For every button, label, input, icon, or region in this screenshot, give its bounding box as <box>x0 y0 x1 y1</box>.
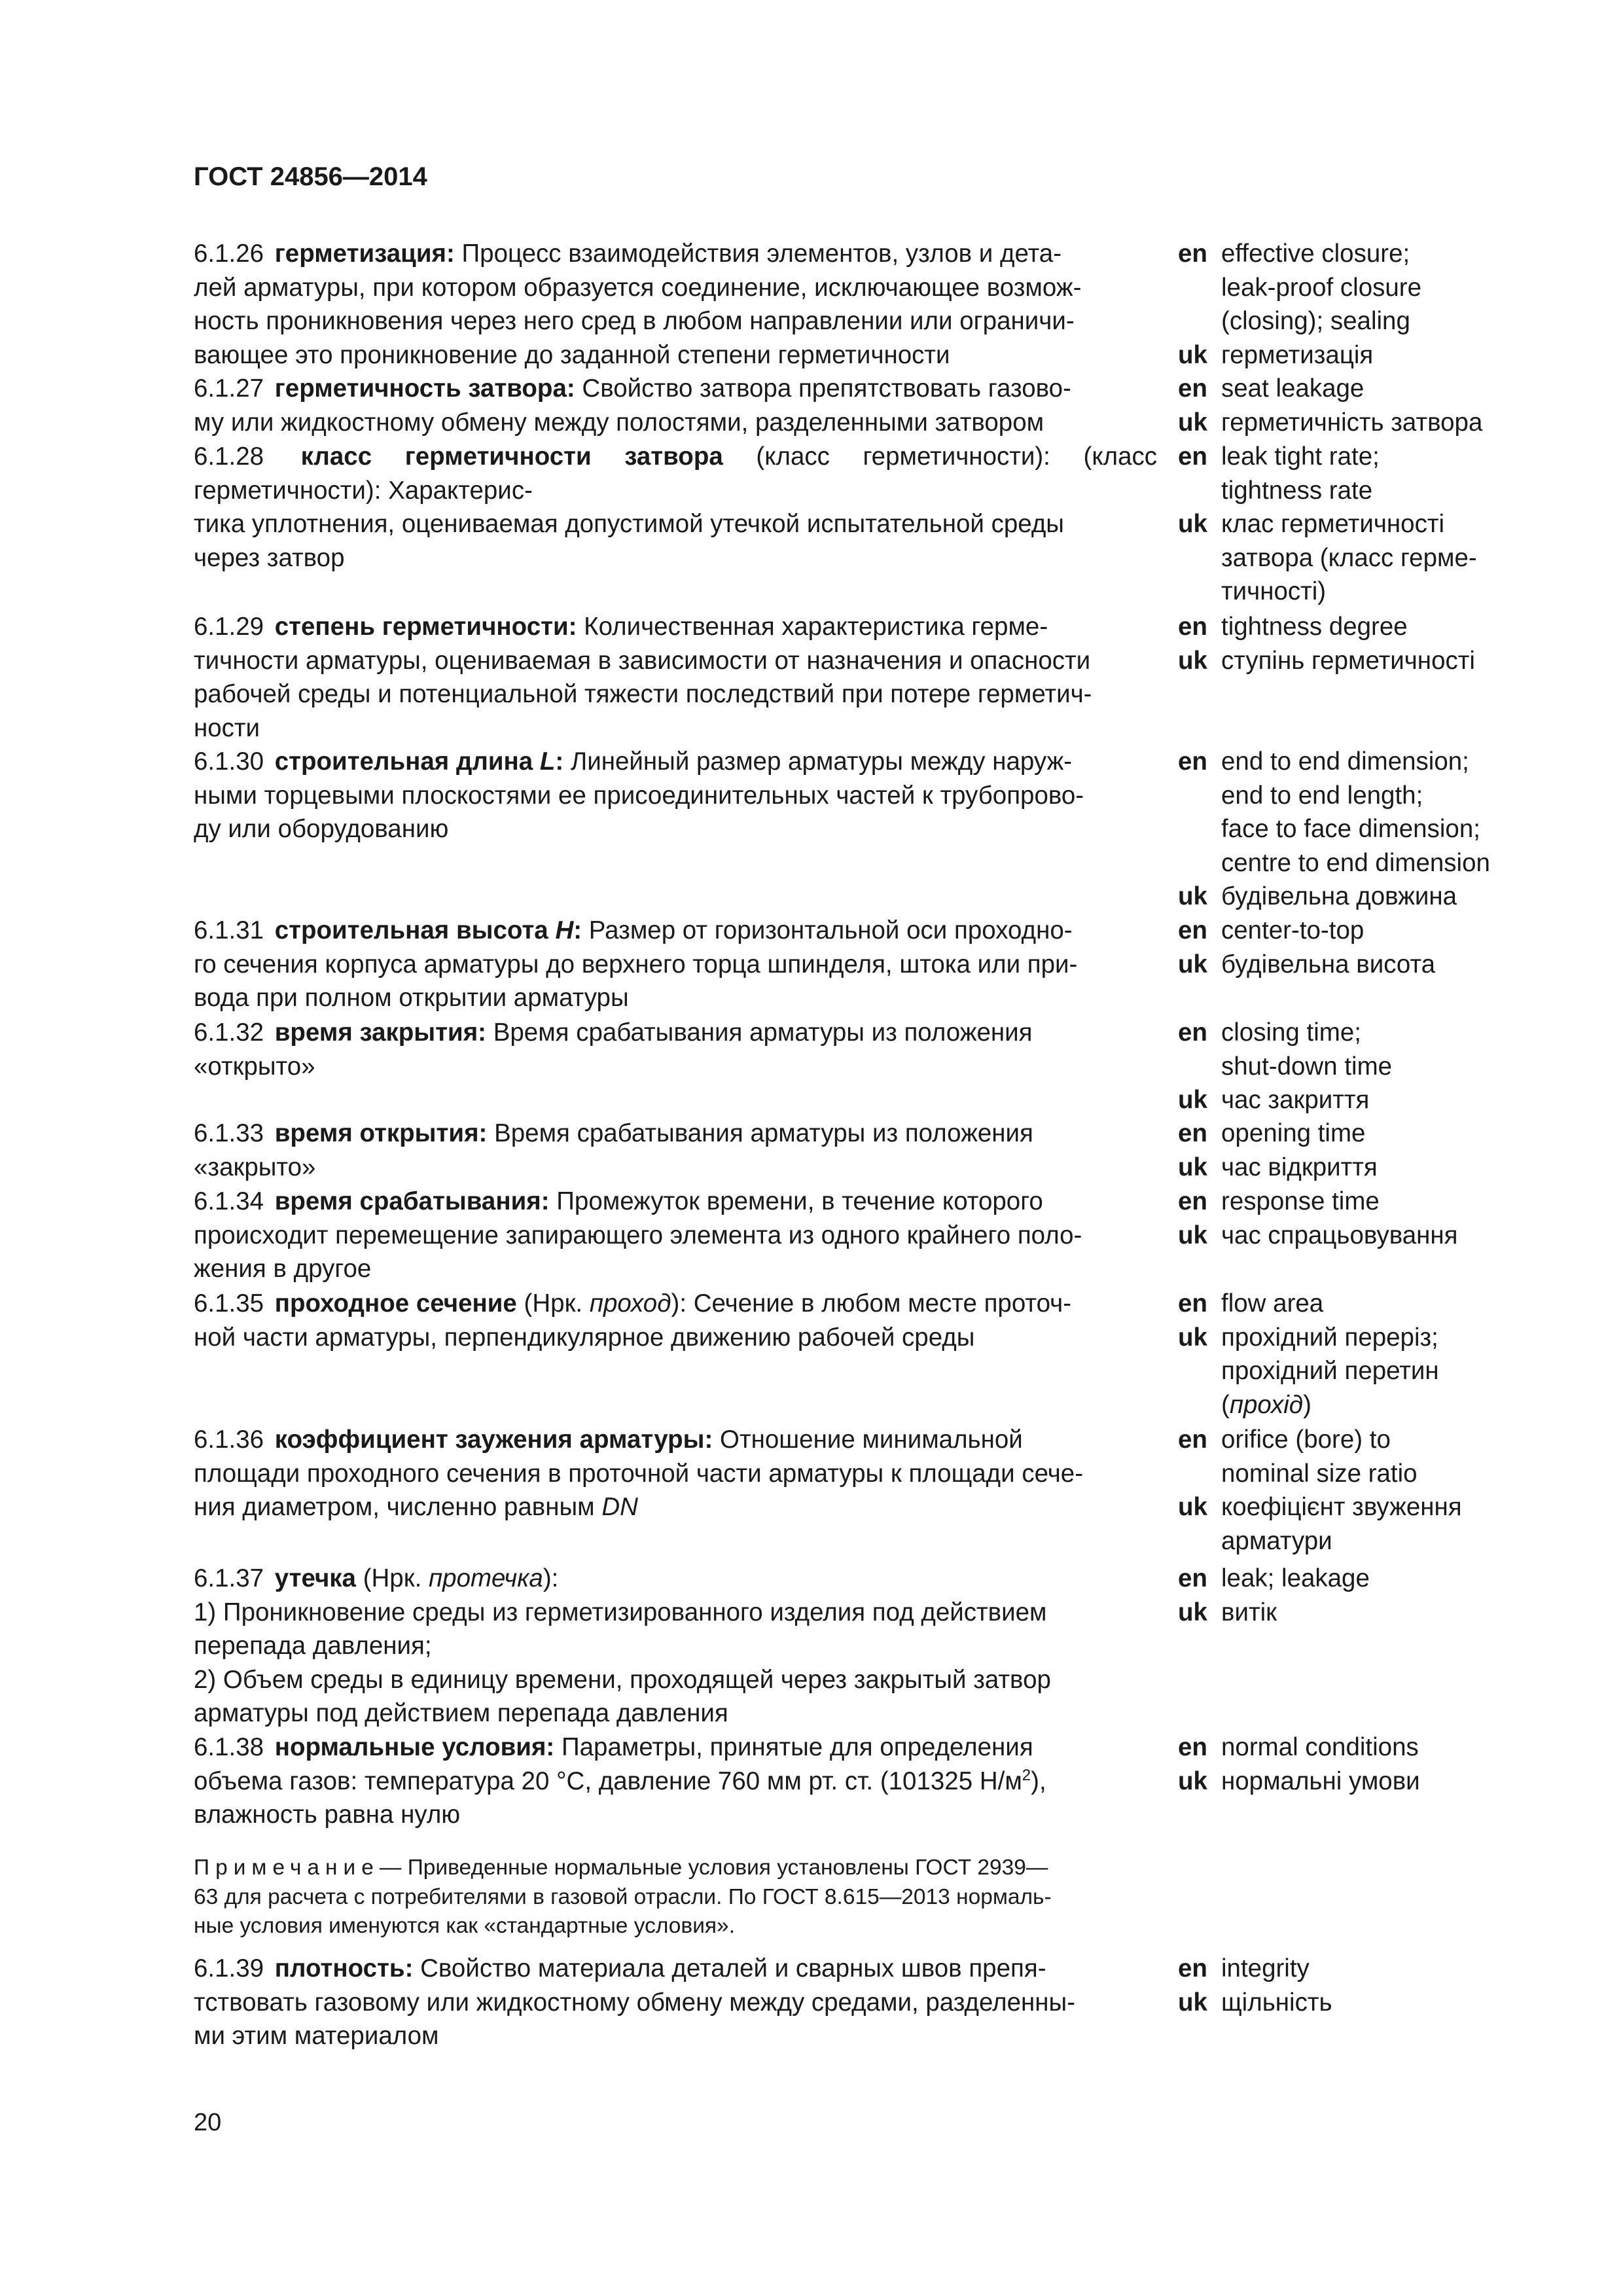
term-name: утечка <box>274 1564 356 1592</box>
term-translations: en leak tight rate; tightness rate uk клас герметичності затвора (класс герме- тичності) <box>1178 442 1477 605</box>
term-definition: 6.1.31 строительная высота H: Размер от горизонтальной оси проходно- го сечения корпуса арматуры до верхнего торца шпинделя, штока или при- вода при полном открытии арматуры <box>194 916 1078 1012</box>
note: Примечание— Приведенные нормальные условия установлены ГОСТ 2939— 63 для расчета с потребителями в газовой отрасли. По ГОСТ 8.615—2013 нормаль- ные условия именуются как «стандартные условия». <box>194 1856 1052 1938</box>
term-translations: en end to end dimension; end to end length; face to face dimension; centre to end dimension uk будівельна довжина <box>1178 747 1490 910</box>
term-name: время открытия: <box>274 1119 488 1147</box>
term-translations: en orifice (bore) to nominal size ratio uk коефіцієнт звуження арматури <box>1178 1426 1462 1555</box>
term-translations: en flow area uk прохідний переріз; прохідний перетин (прохід) <box>1178 1289 1439 1419</box>
term-translations: en center-to-top uk будівельна висота <box>1178 916 1436 978</box>
term-translations: en tightness degree uk ступінь герметичності <box>1178 613 1475 675</box>
term-definition: 6.1.30 строительная длина L: Линейный размер арматуры между наруж- ными торцевыми плоскостями ее присоединительных частей к трубопрово- ду или оборудованию <box>194 747 1084 843</box>
term-number: 6.1.36 <box>194 1426 264 1454</box>
term-translations: en opening time uk час відкриття <box>1178 1119 1378 1181</box>
term-name: степень герметичности: <box>274 613 577 641</box>
term-translations: en effective closure; leak-proof closure (closing); sealing uk герметизація <box>1178 240 1422 369</box>
term-number: 6.1.28 <box>194 442 264 471</box>
term-definition: 6.1.37 утечка (Нрк. протечка): 1) Проникновение среды из герметизированного изделия под действием перепада давления; 2) Объем среды в единицу времени, проходящей через закрытый затвор арматуры под действием перепада давления <box>194 1564 1051 1727</box>
term-name: класс герметичности затвора <box>300 442 723 471</box>
term-number: 6.1.39 <box>194 1954 264 1982</box>
term-definition: 6.1.34 время срабатывания: Промежуток времени, в течение которого происходит перемещение запирающего элемента из одного крайнего поло- жения в другое <box>194 1187 1082 1283</box>
page-header: ГОСТ 24856—2014 <box>194 162 427 191</box>
term-definition: 6.1.33 время открытия: Время срабатывания арматуры из положения «закрыто» <box>194 1119 1033 1181</box>
term-name: герметичность затвора: <box>274 374 575 403</box>
term-definition: 6.1.39 плотность: Свойство материала деталей и сварных швов препя- тствовать газовому или жидкостному обмену между средами, разделенны- ми этим материалом <box>194 1954 1076 2050</box>
term-number: 6.1.37 <box>194 1564 264 1592</box>
term-definition: 6.1.26 герметизация: Процесс взаимодействия элементов, узлов и дета- лей арматуры, при котором образуется соединение, исключающее возмож- ность проникновения через него сред в любом направлении или ограничи- вающее это проникновение до заданной степени герметичности <box>194 240 1082 369</box>
term-number: 6.1.35 <box>194 1289 264 1318</box>
term-definition: 6.1.29 степень герметичности: Количественная характеристика герме- тичности арматуры, оцениваемая в зависимости от назначения и опасности рабочей среды и потенциальной тяжести последствий при потере герметич- ности <box>194 613 1092 742</box>
term-definition: 6.1.38 нормальные условия: Параметры, принятые для определения объема газов: температура 20 °C, давление 760 мм рт. ст. (101325 $Н/м^2$), влажность равна нулю <box>194 1733 1046 1829</box>
term-number: 6.1.32 <box>194 1018 264 1047</box>
term-number: 6.1.31 <box>194 916 264 944</box>
term-name: время закрытия: <box>274 1018 486 1047</box>
note-label: Примечание <box>194 1856 380 1880</box>
term-definition: 6.1.36 коэффициент заужения арматуры: Отношение минимальной площади проходного сечения в проточной части арматуры к площади сече- ния диаметром, численно равным DN <box>194 1426 1084 1521</box>
term-name: герметизация: <box>274 240 455 268</box>
term-number: 6.1.38 <box>194 1733 264 1761</box>
term-number: 6.1.30 <box>194 747 264 776</box>
term-name: проходное сечение <box>274 1289 517 1318</box>
term-definition: 6.1.27 герметичность затвора: Свойство затвора препятствовать газово- му или жидкостному обмену между полостями, разделенными затвором <box>194 374 1071 437</box>
term-translations: en leak; leakage uk витік <box>1178 1564 1370 1626</box>
term-definition: 6.1.32 время закрытия: Время срабатывания арматуры из положения «открыто» <box>194 1018 1033 1081</box>
term-definition: 6.1.28 класс герметичности затвора (класс герметичности): (класс герметичности): Характерис- тика уплотнения, оцениваемая допустимой утечкой испытательной среды через затвор <box>194 442 1157 572</box>
term-translations: en closing time; shut-down time uk час закриття <box>1178 1018 1393 1114</box>
term-translations: en response time uk час спрацьовування <box>1178 1187 1458 1249</box>
term-number: 6.1.33 <box>194 1119 264 1147</box>
term-number: 6.1.34 <box>194 1187 264 1215</box>
term-name: время срабатывания: <box>274 1187 550 1215</box>
page-number: 20 <box>194 2109 222 2136</box>
term-name: нормальные условия: <box>274 1733 555 1761</box>
term-translations: en normal conditions uk нормальні умови <box>1178 1733 1420 1795</box>
term-number: 6.1.27 <box>194 374 264 403</box>
term-definition: 6.1.35 проходное сечение (Нрк. проход): Сечение в любом месте проточ- ной части арматуры, перпендикулярное движению рабочей среды <box>194 1289 1072 1352</box>
term-number: 6.1.29 <box>194 613 264 641</box>
term-translations: en seat leakage uk герметичність затвора <box>1178 374 1483 437</box>
term-name: плотность: <box>274 1954 414 1982</box>
term-name: строительная длина <box>274 747 533 776</box>
term-translations: en integrity uk щільність <box>1178 1954 1332 2017</box>
term-number: 6.1.26 <box>194 240 264 268</box>
term-name: строительная высота <box>274 916 548 944</box>
term-name: коэффициент заужения арматуры: <box>274 1426 713 1454</box>
